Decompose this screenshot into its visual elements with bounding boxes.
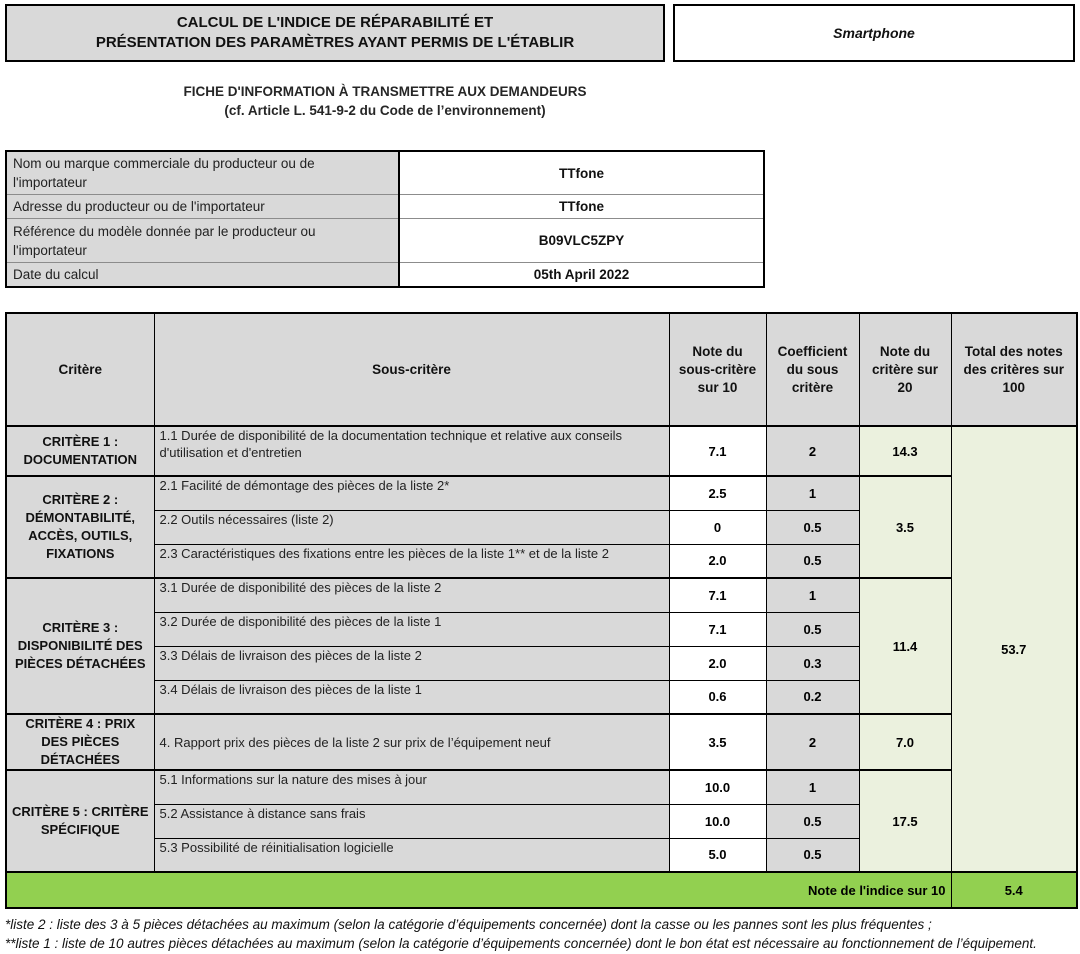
info-row (6, 263, 764, 288)
criterion-2-score20: 3.5 (859, 476, 951, 578)
subcriterion-2-2-coef: 0.5 (766, 510, 859, 544)
table-row (6, 714, 1077, 770)
subcriterion-5-2-coef: 0.5 (766, 804, 859, 838)
criterion-5-score20: 17.5 (859, 770, 951, 872)
page-title-line2: PRÉSENTATION DES PARAMÈTRES AYANT PERMIS DE L'ÉTABLIR (95, 34, 575, 51)
page-title-line1: CALCUL DE L'INDICE DE RÉPARABILITÉ ET (176, 14, 494, 31)
table-row (6, 578, 1077, 612)
info-row (6, 219, 764, 263)
subtitle-line1: FICHE D'INFORMATION À TRANSMETTRE AUX DEMANDEURS (183, 84, 587, 99)
subcriterion-5-1-coef: 1 (766, 770, 859, 804)
index-label: Note de l'indice sur 10 (6, 872, 951, 908)
info-row (6, 195, 764, 219)
table-row (6, 476, 1077, 510)
subcriterion-2-1-label: 2.1 Facilité de démontage des pièces de la liste 2* (154, 476, 669, 510)
info-label-calc-date: Date du calcul (6, 263, 399, 288)
subcriterion-2-2-note: 0 (669, 510, 766, 544)
subcriterion-3-3-coef: 0.3 (766, 646, 859, 680)
criterion-3-name: CRITÈRE 3 : DISPONIBILITÉ DES PIÈCES DÉTACHÉES (6, 578, 154, 714)
subcriterion-5-1-label: 5.1 Informations sur la nature des mises à jour (154, 770, 669, 804)
subcriterion-1-1-label: 1.1 Durée de disponibilité de la documentation technique et relative aux conseils d'utilisation et d'entretien (154, 426, 669, 476)
index-row (6, 872, 1077, 908)
col-header-critere: Critère (6, 313, 154, 426)
info-value-model-reference: B09VLC5ZPY (399, 219, 764, 263)
info-label-model-reference: Référence du modèle donnée par le producteur ou l'importateur (6, 219, 399, 263)
col-header-note-sous-critere: Note du sous-critère sur 10 (669, 313, 766, 426)
col-header-total-100: Total des notes des critères sur 100 (951, 313, 1077, 426)
subcriterion-2-3-label: 2.3 Caractéristiques des fixations entre les pièces de la liste 1** et de la liste 2 (154, 544, 669, 578)
subcriterion-1-1-note: 7.1 (669, 426, 766, 476)
criterion-4-score20: 7.0 (859, 714, 951, 770)
criterion-5-name: CRITÈRE 5 : CRITÈRE SPÉCIFIQUE (6, 770, 154, 872)
total-score-100: 53.7 (951, 426, 1077, 872)
subcriterion-3-1-note: 7.1 (669, 578, 766, 612)
subcriterion-2-1-coef: 1 (766, 476, 859, 510)
info-row (6, 151, 764, 195)
col-header-note-critere-20: Note du critère sur 20 (859, 313, 951, 426)
subcriterion-5-2-note: 10.0 (669, 804, 766, 838)
subcriterion-2-1-note: 2.5 (669, 476, 766, 510)
info-value-producer-name: TTfone (399, 151, 764, 195)
criterion-4-name: CRITÈRE 4 : PRIX DES PIÈCES DÉTACHÉES (6, 714, 154, 770)
criterion-3-score20: 11.4 (859, 578, 951, 714)
subcriterion-3-1-coef: 1 (766, 578, 859, 612)
col-header-sous-critere: Sous-critère (154, 313, 669, 426)
subcriterion-2-3-coef: 0.5 (766, 544, 859, 578)
subcriterion-4-note: 3.5 (669, 714, 766, 770)
subcriterion-4-label: 4. Rapport prix des pièces de la liste 2 sur prix de l’équipement neuf (154, 714, 669, 770)
subcriterion-5-3-coef: 0.5 (766, 838, 859, 872)
subcriterion-1-1-coef: 2 (766, 426, 859, 476)
product-category-label: Smartphone (833, 25, 915, 41)
info-value-calc-date: 05th April 2022 (399, 263, 764, 288)
criteria-table (5, 312, 1078, 909)
subcriterion-5-2-label: 5.2 Assistance à distance sans frais (154, 804, 669, 838)
subcriterion-3-2-note: 7.1 (669, 612, 766, 646)
criterion-1-name: CRITÈRE 1 : DOCUMENTATION (6, 426, 154, 476)
product-category-box (673, 4, 1075, 62)
subcriterion-3-1-label: 3.1 Durée de disponibilité des pièces de la liste 2 (154, 578, 669, 612)
index-value: 5.4 (951, 872, 1077, 908)
top-header (5, 4, 1075, 62)
info-label-producer-name: Nom ou marque commerciale du producteur ou de l'importateur (6, 151, 399, 195)
subcriterion-5-3-note: 5.0 (669, 838, 766, 872)
subcriterion-5-1-note: 10.0 (669, 770, 766, 804)
criterion-2-name: CRITÈRE 2 : DÉMONTABILITÉ, ACCÈS, OUTILS, FIXATIONS (6, 476, 154, 578)
subcriterion-3-4-note: 0.6 (669, 680, 766, 714)
subtitle-line2: (cf. Article L. 541-9-2 du Code de l’environnement) (224, 103, 546, 118)
footnotes (5, 916, 1076, 953)
footnote-liste-2: *liste 2 : liste des 3 à 5 pièces détachées au maximum (selon la catégorie d’équipements concernée) dont la casse ou les pannes sont les plus fréquentes ; (5, 917, 932, 932)
table-row (6, 426, 1077, 476)
info-label-producer-address: Adresse du producteur ou de l'importateur (6, 195, 399, 219)
title-box (5, 4, 665, 62)
criteria-table-header-row (6, 313, 1077, 426)
subcriterion-3-3-label: 3.3 Délais de livraison des pièces de la liste 2 (154, 646, 669, 680)
subcriterion-5-3-label: 5.3 Possibilité de réinitialisation logicielle (154, 838, 669, 872)
subcriterion-4-coef: 2 (766, 714, 859, 770)
subcriterion-2-2-label: 2.2 Outils nécessaires (liste 2) (154, 510, 669, 544)
table-row (6, 770, 1077, 804)
subcriterion-3-2-label: 3.2 Durée de disponibilité des pièces de la liste 1 (154, 612, 669, 646)
subcriterion-3-4-coef: 0.2 (766, 680, 859, 714)
subcriterion-3-3-note: 2.0 (669, 646, 766, 680)
subcriterion-3-4-label: 3.4 Délais de livraison des pièces de la liste 1 (154, 680, 669, 714)
footnote-liste-1: **liste 1 : liste de 10 autres pièces détachées au maximum (selon la catégorie d’équipements concernée) dont le bon état est nécessaire au fonctionnement de l’équipement. (5, 935, 1037, 951)
criterion-1-score20: 14.3 (859, 426, 951, 476)
subtitle (5, 82, 765, 120)
subcriterion-2-3-note: 2.0 (669, 544, 766, 578)
col-header-coefficient: Coefficient du sous critère (766, 313, 859, 426)
subcriterion-3-2-coef: 0.5 (766, 612, 859, 646)
info-value-producer-address: TTfone (399, 195, 764, 219)
producer-info-table (5, 150, 765, 288)
